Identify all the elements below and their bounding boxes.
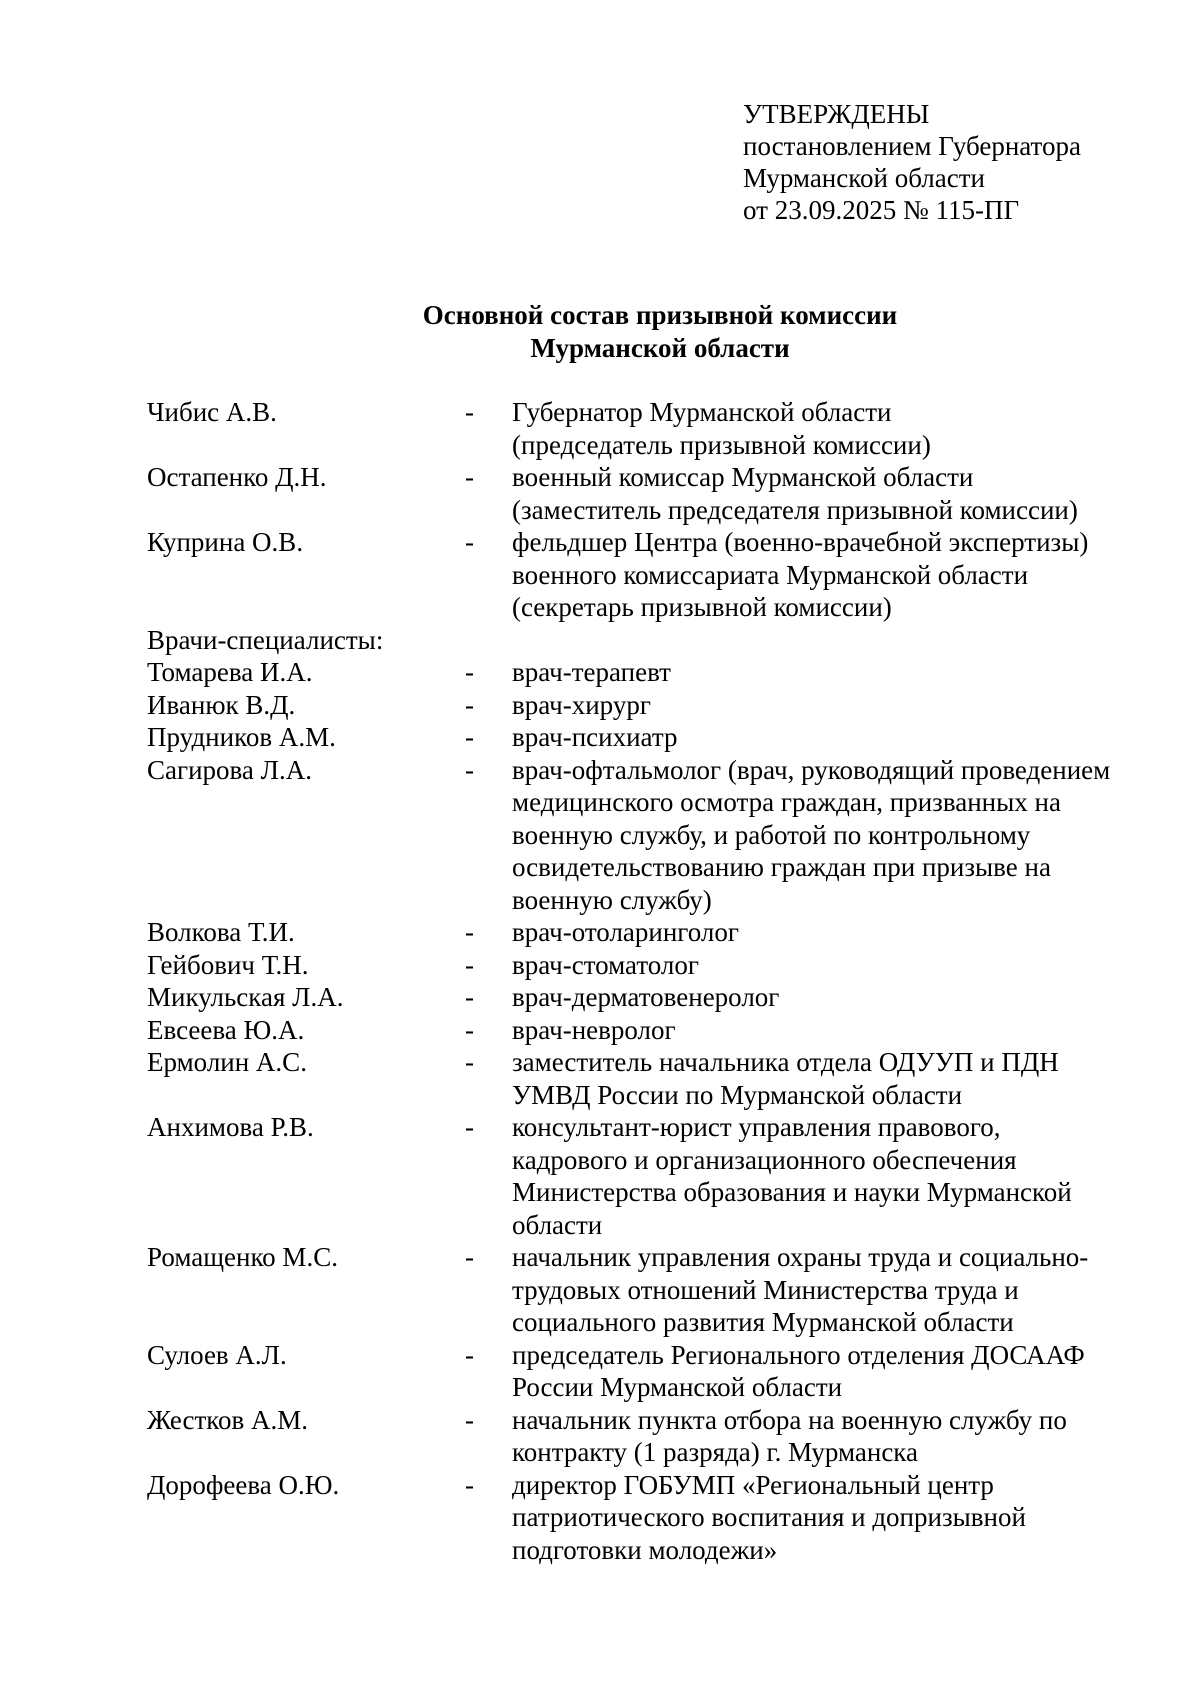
roster-row [147, 1339, 1147, 1404]
dash-separator: - [465, 754, 474, 785]
roster-row [147, 656, 1147, 689]
roster-row [147, 721, 1147, 754]
role-line: подготовки молодежи» [512, 1534, 778, 1565]
dash-separator: - [465, 527, 474, 557]
dash-separator: - [465, 1404, 474, 1435]
roster-row [147, 949, 1147, 982]
member-role [512, 1014, 1147, 1047]
dash-separator: - [465, 397, 474, 427]
member-role [512, 1404, 1147, 1469]
member-role [512, 1339, 1147, 1404]
member-role [512, 461, 1147, 526]
role-line: председатель Регионального отделения ДОСААФ [512, 1339, 1085, 1370]
role-line: врач-отоларинголог [512, 917, 739, 947]
role-line: (председатель призывной комиссии) [512, 429, 931, 460]
role-line: фельдшер Центра (военно-врачебной экспертизы) [512, 527, 1089, 557]
member-role [512, 721, 1147, 754]
role-line: директор ГОБУМП «Региональный центр [512, 1469, 994, 1500]
roster-row [147, 526, 1147, 624]
member-name: Томарева И.А. [147, 657, 313, 687]
member-role [512, 916, 1147, 949]
member-role [512, 949, 1147, 982]
role-line: Губернатор Мурманской области [512, 397, 892, 427]
member-name: Чибис А.В. [147, 397, 277, 427]
member-role [512, 1046, 1147, 1111]
member-name: Сагирова Л.А. [147, 754, 312, 785]
roster-row [147, 1046, 1147, 1111]
member-name: Куприна О.В. [147, 527, 304, 557]
member-name: Дорофеева О.Ю. [147, 1469, 340, 1500]
dash-separator: - [465, 1339, 474, 1370]
roster-row [147, 689, 1147, 722]
role-line: военного комиссариата Мурманской области [512, 559, 1029, 590]
member-name: Остапенко Д.Н. [147, 462, 327, 492]
members-list [147, 656, 1147, 1566]
role-line: начальник управления охраны труда и социально- [512, 1242, 1089, 1272]
role-line: области [512, 1209, 603, 1240]
role-line: врач-стоматолог [512, 949, 699, 980]
member-name: Гейбович Т.Н. [147, 949, 309, 980]
approval-line: постановлением Губернатора [743, 131, 1081, 161]
role-line: медицинского осмотра граждан, призванных на [512, 787, 1061, 817]
roster-row [147, 461, 1147, 526]
role-line: военную службу, и работой по контрольному [512, 819, 1031, 850]
roster-row [147, 1469, 1147, 1567]
role-line: освидетельствованию граждан при призыве на [512, 852, 1051, 882]
leaders-list [147, 396, 1147, 624]
member-role [512, 1241, 1147, 1339]
dash-separator: - [465, 1047, 474, 1077]
roster-row [147, 916, 1147, 949]
member-name: Прудников А.М. [147, 722, 336, 752]
member-name: Сулоев А.Л. [147, 1339, 287, 1370]
role-line: России Мурманской области [512, 1372, 843, 1402]
role-line: начальник пункта отбора на военную службу по [512, 1404, 1067, 1435]
commission-roster [147, 396, 1147, 1566]
roster-row [147, 754, 1147, 917]
member-role [512, 656, 1147, 689]
role-line: врач-офтальмолог (врач, руководящий проведением [512, 754, 1111, 785]
member-role [512, 689, 1147, 722]
role-line: консультант-юрист управления правового, [512, 1112, 1001, 1142]
dash-separator: - [465, 917, 474, 947]
dash-separator: - [465, 949, 474, 980]
member-name: Иванюк В.Д. [147, 689, 296, 720]
approval-line: Мурманской области [743, 163, 985, 193]
member-role [512, 1469, 1147, 1567]
role-line: контракту (1 разряда) г. Мурманска [512, 1437, 919, 1467]
member-name: Микульская Л.А. [147, 982, 344, 1012]
roster-row [147, 1111, 1147, 1241]
dash-separator: - [465, 1242, 474, 1272]
member-name: Анхимова Р.В. [147, 1112, 314, 1142]
role-line: (секретарь призывной комиссии) [512, 592, 892, 622]
role-line: трудовых отношений Министерства труда и [512, 1274, 1019, 1305]
role-line: патриотического воспитания и допризывной [512, 1502, 1026, 1532]
title-line: Основной состав призывной комиссии [422, 300, 898, 330]
role-line: врач-хирург [512, 689, 651, 720]
roster-row [147, 396, 1147, 461]
approval-line: от 23.09.2025 № 115-ПГ [743, 195, 1020, 225]
dash-separator: - [465, 982, 474, 1012]
roster-row [147, 1241, 1147, 1339]
member-role [512, 396, 1147, 461]
role-line: (заместитель председателя призывной комиссии) [512, 494, 1078, 525]
member-role [512, 526, 1147, 624]
role-line: кадрового и организационного обеспечения [512, 1144, 1017, 1175]
role-line: социального развития Мурманской области [512, 1307, 1014, 1337]
role-line: военный комиссар Мурманской области [512, 462, 974, 492]
document-title [0, 299, 1200, 365]
member-name: Волкова Т.И. [147, 917, 295, 947]
dash-separator: - [465, 689, 474, 720]
role-line: врач-дерматовенеролог [512, 982, 780, 1012]
role-line: заместитель начальника отдела ОДУУП и ПДН [512, 1047, 1059, 1077]
role-line: врач-терапевт [512, 657, 671, 687]
approval-line: УТВЕРЖДЕНЫ [743, 99, 930, 129]
roster-row [147, 1404, 1147, 1469]
dash-separator: - [465, 1469, 474, 1500]
role-line: врач-психиатр [512, 722, 678, 752]
role-line: Министерства образования и науки Мурманской [512, 1177, 1072, 1207]
dash-separator: - [465, 722, 474, 752]
dash-separator: - [465, 1112, 474, 1142]
member-role [512, 981, 1147, 1014]
approval-stamp [743, 98, 1081, 226]
member-name: Ромащенко М.С. [147, 1242, 338, 1272]
member-name: Евсеева Ю.А. [147, 1014, 305, 1045]
member-name: Ермолин А.С. [147, 1047, 307, 1077]
roster-row [147, 981, 1147, 1014]
specialists-label: Врачи-специалисты: [147, 624, 384, 655]
roster-row [147, 1014, 1147, 1047]
dash-separator: - [465, 462, 474, 492]
dash-separator: - [465, 1014, 474, 1045]
member-name: Жестков А.М. [147, 1404, 309, 1435]
member-role [512, 1111, 1147, 1241]
dash-separator: - [465, 657, 474, 687]
role-line: военную службу) [512, 884, 712, 915]
title-line: Мурманской области [530, 333, 790, 363]
member-role [512, 754, 1147, 917]
role-line: УМВД России по Мурманской области [512, 1079, 963, 1110]
role-line: врач-невролог [512, 1014, 676, 1045]
